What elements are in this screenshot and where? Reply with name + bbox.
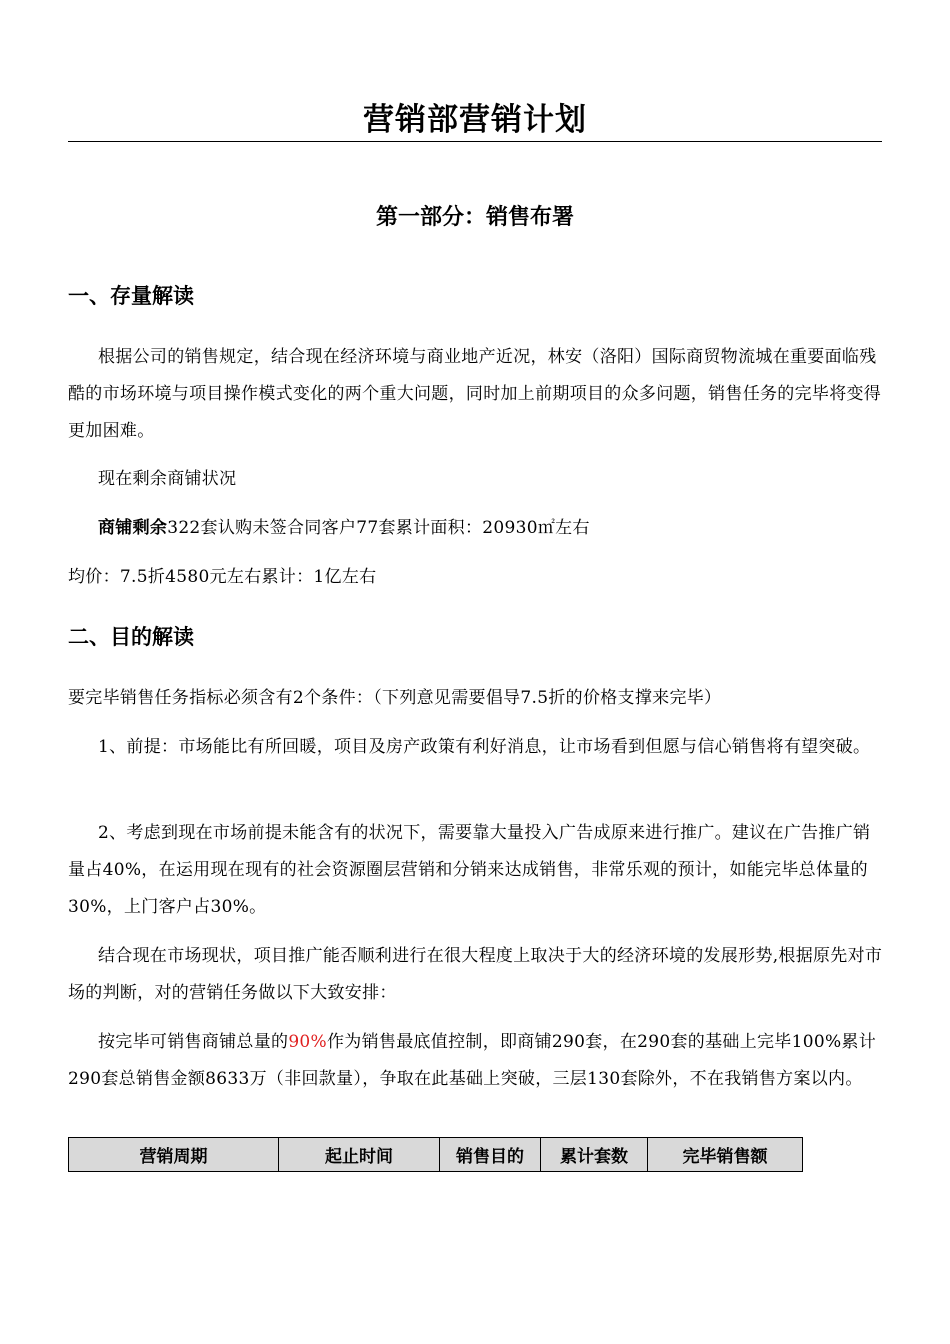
conditions-paragraph: 要完毕销售任务指标必须含有2个条件：（下列意见需要倡导7.5折的价格支撑来完毕） bbox=[68, 688, 722, 708]
market-situation-paragraph: 结合现在市场现状，项目推广能否顺利进行在很大程度上取决于大的经济环境的发展形势,根据原先对市场的判断，对的营销任务做以下大致安排： bbox=[68, 946, 883, 1003]
table-header-row bbox=[69, 1138, 803, 1172]
remaining-shops-detail: 322套认购未签合同客户77套累计面积：20930㎡左右 bbox=[167, 518, 590, 538]
document-title: 营销部营销计划 bbox=[363, 102, 587, 138]
marketing-plan-table bbox=[68, 1137, 803, 1172]
table-header-cell: 营销周期 bbox=[69, 1138, 279, 1172]
remaining-shops-lead: 商铺剩余 bbox=[98, 518, 168, 538]
section-heading-inventory: 一、存量解读 bbox=[68, 284, 194, 308]
table-header-cell: 累计套数 bbox=[541, 1138, 648, 1172]
condition-item-2: 2、考虑到现在市场前提未能含有的状况下，需要靠大量投入广告成原来进行推广。建议在广告推广销量占40%，在运用现在现有的社会资源圈层营销和分销来达成销售，非常乐观的预计，如能完毕总体量的30%，上门客户占30%。 bbox=[68, 823, 871, 917]
remaining-shops-label: 现在剩余商铺状况 bbox=[98, 469, 237, 489]
title-divider bbox=[68, 141, 882, 142]
section-heading-purpose: 二、目的解读 bbox=[68, 625, 194, 649]
table-header-cell: 销售目的 bbox=[440, 1138, 541, 1172]
sales-plan-text-before: 按完毕可销售商铺总量的 bbox=[98, 1032, 289, 1052]
remaining-shops-line bbox=[68, 510, 884, 547]
table-header-cell: 起止时间 bbox=[279, 1138, 440, 1172]
sales-plan-percentage: 90% bbox=[288, 1032, 327, 1052]
sales-plan-text-after: 作为销售最底值控制，即商铺290套，在290套的基础上完毕100%累计290套总销售金额8633万（非回款量），争取在此基础上突破，三层130套除外，不在我销售方案以内。 bbox=[68, 1032, 876, 1089]
part-title: 第一部分：销售布署 bbox=[375, 205, 574, 230]
condition-item-1: 1、前提：市场能比有所回暖，项目及房产政策有利好消息，让市场看到但愿与信心销售将有望突破。 bbox=[98, 737, 871, 757]
table-header-cell: 完毕销售额 bbox=[648, 1138, 803, 1172]
inventory-intro-paragraph: 根据公司的销售规定，结合现在经济环境与商业地产近况，林安（洛阳）国际商贸物流城在重要面临残酷的市场环境与项目操作模式变化的两个重大问题，同时加上前期项目的众多问题，销售任务的完毕将变得更加困难。 bbox=[68, 347, 882, 441]
average-price-line: 均价：7.5折4580元左右累计：1亿左右 bbox=[68, 567, 377, 587]
sales-plan-paragraph bbox=[68, 1024, 884, 1098]
